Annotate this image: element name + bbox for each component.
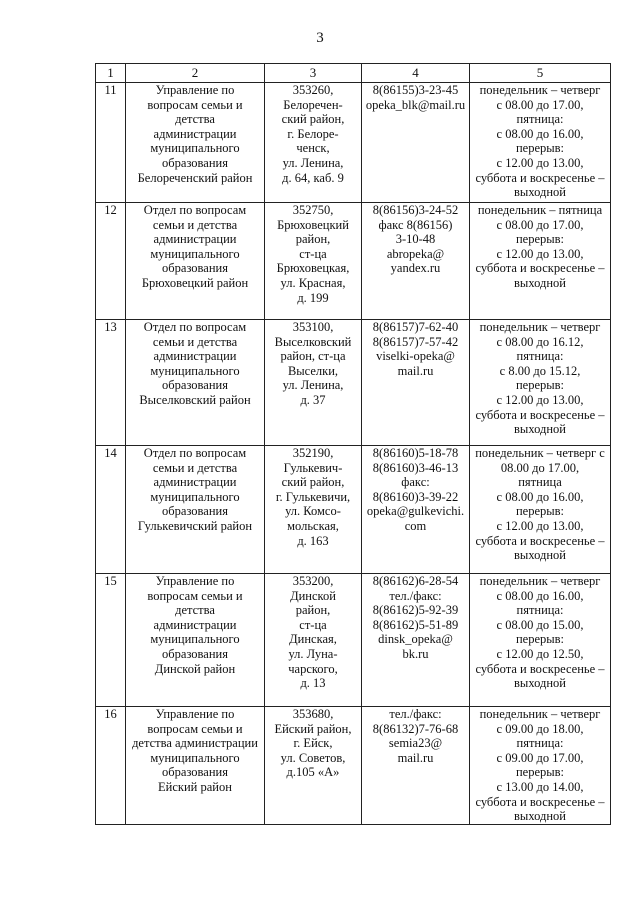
working-hours-line: с 12.00 до 13.00, xyxy=(496,246,584,261)
working-hours-line: выходной xyxy=(514,809,566,824)
address-line: Динская, xyxy=(289,632,337,647)
address-line: д. 37 xyxy=(300,392,326,407)
working-hours-line: понедельник – четверг xyxy=(479,83,601,97)
contacts-line: 3-10-48 xyxy=(395,232,436,247)
working-hours-line: понедельник – четверг xyxy=(479,707,601,721)
page-number: 3 xyxy=(316,30,324,46)
address-line: чарского, xyxy=(288,661,338,676)
address-line: 352750, xyxy=(292,203,334,217)
header-col-2: 2 xyxy=(126,64,265,83)
working-hours-line: перерыв: xyxy=(515,765,565,780)
contacts xyxy=(362,203,470,320)
working-hours-line: понедельник – четверг xyxy=(479,320,601,334)
address xyxy=(265,446,362,574)
organization-name-line: образования xyxy=(162,378,228,393)
address-line: ул. Советов, xyxy=(280,750,346,765)
working-hours-line: понедельник – четверг с xyxy=(475,446,605,460)
address-line: д. 64, каб. 9 xyxy=(282,170,344,185)
working-hours-line: с 09.00 до 17.00, xyxy=(496,750,584,765)
address-line: 353260, xyxy=(292,83,334,97)
address-line: ст-ца xyxy=(299,617,327,632)
organization-name xyxy=(126,320,265,446)
table-row xyxy=(96,83,611,203)
contacts-line: 8(86162)5-92-39 xyxy=(372,603,459,618)
contacts-line: 8(86160)3-46-13 xyxy=(372,460,459,475)
organization-name-line: детства xyxy=(175,603,215,618)
address-line: Брюховецкий xyxy=(277,217,349,232)
address-line: д. 163 xyxy=(297,533,329,548)
contacts-line: 8(86162)5-51-89 xyxy=(372,617,459,632)
contacts xyxy=(362,320,470,446)
address-line: 353100, xyxy=(292,320,334,334)
address-line: 353200, xyxy=(292,574,334,588)
address-line: г. Белоре- xyxy=(287,126,339,141)
organization-name-line: муниципального xyxy=(150,489,240,504)
row-number: 14 xyxy=(96,446,126,574)
working-hours-line: с 12.00 до 13.00, xyxy=(496,155,584,170)
working-hours-line: с 08.00 до 16.00, xyxy=(496,588,584,603)
working-hours xyxy=(470,320,611,446)
organization-name-line: вопросам семьи и xyxy=(147,588,243,603)
address-line: ул. Луна- xyxy=(288,646,338,661)
table-body xyxy=(96,64,611,825)
organization-name-line: Отдел по вопросам xyxy=(143,320,247,334)
contacts-line: mail.ru xyxy=(397,750,434,765)
contacts-line: opeka_blk@mail.ru xyxy=(365,97,466,112)
organization-name-line: детства администрации xyxy=(132,736,258,751)
address xyxy=(265,83,362,203)
organization-name-line: муниципального xyxy=(150,246,240,261)
address-line: Белоречен- xyxy=(283,97,343,112)
organization-name-line: образования xyxy=(162,504,228,519)
working-hours-line: с 8.00 до 15.12, xyxy=(499,363,581,378)
contacts xyxy=(362,446,470,574)
address-line: ченск, xyxy=(296,141,330,156)
contacts-line: 8(86156)3-24-52 xyxy=(372,203,459,217)
row-number: 12 xyxy=(96,203,126,320)
header-col-3: 3 xyxy=(265,64,362,83)
address-line: д. 13 xyxy=(300,676,326,691)
address-line: Гулькевич- xyxy=(283,460,343,475)
header-col-5: 5 xyxy=(470,64,611,83)
working-hours xyxy=(470,83,611,203)
contacts-line: yandex.ru xyxy=(390,261,441,276)
organization-name-line: администрации xyxy=(153,232,237,247)
organization-name xyxy=(126,83,265,203)
contacts-line: 8(86157)7-62-40 xyxy=(372,320,459,334)
working-hours-line: с 12.00 до 12.50, xyxy=(496,646,584,661)
working-hours-line: выходной xyxy=(514,185,566,200)
row-number: 11 xyxy=(96,83,126,203)
working-hours-line: с 08.00 до 16.00, xyxy=(496,126,584,141)
working-hours xyxy=(470,707,611,825)
address-line: д. 199 xyxy=(297,290,329,305)
table-row xyxy=(96,320,611,446)
organization-name-line: образования xyxy=(162,765,228,780)
contacts-line: opeka@gulkevichi. xyxy=(366,504,465,519)
organization-name-line: семьи и детства xyxy=(152,460,238,475)
address-line: Динской xyxy=(290,588,336,603)
contacts xyxy=(362,83,470,203)
address-line: г. Ейск, xyxy=(293,736,333,751)
working-hours-line: перерыв: xyxy=(515,141,565,156)
working-hours-line: перерыв: xyxy=(515,378,565,393)
working-hours-line: с 09.00 до 18.00, xyxy=(496,721,584,736)
organization-name-line: муниципального xyxy=(150,141,240,156)
working-hours-line: 08.00 до 17.00, xyxy=(500,460,580,475)
contacts-line: тел./факс: xyxy=(389,707,442,721)
organization-name-line: Управление по xyxy=(155,574,235,588)
working-hours-line: пятница: xyxy=(516,603,564,618)
organization-name-line: семьи и детства xyxy=(152,217,238,232)
contacts-line: 8(86157)7-57-42 xyxy=(372,334,459,349)
address-line: ул. Комсо- xyxy=(285,504,341,519)
contacts-line: bk.ru xyxy=(402,646,429,661)
table-row xyxy=(96,707,611,825)
organization-name-line: администрации xyxy=(153,349,237,364)
address xyxy=(265,574,362,707)
organization-name-line: Отдел по вопросам xyxy=(143,203,247,217)
address-line: район, ст-ца xyxy=(280,349,346,364)
working-hours-line: пятница: xyxy=(516,736,564,751)
address-line: ул. Ленина, xyxy=(282,378,344,393)
organization-name-line: Динской район xyxy=(154,661,236,676)
working-hours-line: с 12.00 до 13.00, xyxy=(496,392,584,407)
working-hours-line: понедельник – пятница xyxy=(477,203,603,217)
contacts-line: mail.ru xyxy=(397,363,434,378)
organization-name-line: Белореченский район xyxy=(137,170,253,185)
organization-name-line: Управление по xyxy=(155,83,235,97)
contacts-line: abropeka@ xyxy=(386,246,445,261)
working-hours-line: с 08.00 до 17.00, xyxy=(496,217,584,232)
working-hours xyxy=(470,203,611,320)
organization-name-line: детства xyxy=(175,112,215,127)
organization-name-line: образования xyxy=(162,261,228,276)
working-hours-line: перерыв: xyxy=(515,232,565,247)
contacts-line: факс: xyxy=(401,475,430,490)
working-hours-line: выходной xyxy=(514,676,566,691)
contacts-line: viselki-opeka@ xyxy=(376,349,455,364)
contacts-line: 8(86162)6-28-54 xyxy=(372,574,459,588)
contacts-line: 8(86132)7-76-68 xyxy=(372,721,459,736)
table-row xyxy=(96,446,611,574)
address xyxy=(265,320,362,446)
working-hours-line: суббота и воскресенье – xyxy=(475,170,605,185)
contacts-line: semia23@ xyxy=(388,736,443,751)
organization-name-line: администрации xyxy=(153,126,237,141)
address xyxy=(265,203,362,320)
organization-name-line: муниципального xyxy=(150,750,240,765)
working-hours-line: суббота и воскресенье – xyxy=(475,407,605,422)
address-line: ст-ца xyxy=(299,246,327,261)
working-hours xyxy=(470,446,611,574)
contacts-line: 8(86155)3-23-45 xyxy=(372,83,459,97)
working-hours-line: с 12.00 до 13.00, xyxy=(496,518,584,533)
address-line: Выселки, xyxy=(287,363,339,378)
header-col-4: 4 xyxy=(362,64,470,83)
address-line: Выселковский xyxy=(274,334,352,349)
working-hours-line: пятница xyxy=(518,475,562,490)
organization-name-line: Управление по xyxy=(155,707,235,721)
working-hours-line: перерыв: xyxy=(515,504,565,519)
organization-name-line: Брюховецкий район xyxy=(141,275,249,290)
working-hours-line: с 13.00 до 14.00, xyxy=(496,779,584,794)
organization-name xyxy=(126,707,265,825)
address-line: 353680, xyxy=(292,707,334,721)
organization-name-line: муниципального xyxy=(150,632,240,647)
contacts-line: dinsk_opeka@ xyxy=(378,632,453,647)
contacts xyxy=(362,707,470,825)
contacts-line: тел./факс: xyxy=(389,588,442,603)
organization-name-line: Гулькевичский район xyxy=(137,518,253,533)
organization-name-line: Ейский район xyxy=(158,779,232,794)
working-hours-line: выходной xyxy=(514,422,566,437)
organization-name-line: образования xyxy=(162,646,228,661)
row-number: 16 xyxy=(96,707,126,825)
working-hours-line: с 08.00 до 15.00, xyxy=(496,617,584,632)
working-hours-line: с 08.00 до 16.00, xyxy=(496,489,584,504)
address-line: Брюховецкая, xyxy=(276,261,350,276)
address-line: Ейский район, xyxy=(274,721,352,736)
address-line: район, xyxy=(295,232,331,247)
working-hours-line: выходной xyxy=(514,275,566,290)
contacts-line: 8(86160)3-39-22 xyxy=(372,489,459,504)
address-line: ул. Красная, xyxy=(280,275,346,290)
row-number: 13 xyxy=(96,320,126,446)
working-hours-line: суббота и воскресенье – xyxy=(475,794,605,809)
address-line: мольская, xyxy=(287,518,339,533)
working-hours-line: суббота и воскресенье – xyxy=(475,661,605,676)
departments-table xyxy=(95,63,611,825)
organization-name-line: муниципального xyxy=(150,363,240,378)
organization-name-line: Выселковский район xyxy=(139,392,251,407)
working-hours xyxy=(470,574,611,707)
organization-name xyxy=(126,203,265,320)
contacts xyxy=(362,574,470,707)
working-hours-line: пятница: xyxy=(516,112,564,127)
working-hours-line: с 08.00 до 16.12, xyxy=(496,334,584,349)
working-hours-line: понедельник – четверг xyxy=(479,574,601,588)
address-line: г. Гулькевичи, xyxy=(275,489,351,504)
working-hours-line: пятница: xyxy=(516,349,564,364)
organization-name-line: семьи и детства xyxy=(152,334,238,349)
address-line: ский район, xyxy=(281,475,345,490)
address-line: ул. Ленина, xyxy=(282,155,344,170)
address xyxy=(265,707,362,825)
address-line: район, xyxy=(295,603,331,618)
organization-name-line: Отдел по вопросам xyxy=(143,446,247,460)
organization-name xyxy=(126,574,265,707)
row-number: 15 xyxy=(96,574,126,707)
organization-name-line: образования xyxy=(162,155,228,170)
working-hours-line: суббота и воскресенье – xyxy=(475,533,605,548)
address-line: д.105 «А» xyxy=(286,765,340,780)
header-col-1: 1 xyxy=(96,64,126,83)
organization-name-line: администрации xyxy=(153,475,237,490)
organization-name-line: вопросам семьи и xyxy=(147,97,243,112)
working-hours-line: суббота и воскресенье – xyxy=(475,261,605,276)
organization-name xyxy=(126,446,265,574)
working-hours-line: перерыв: xyxy=(515,632,565,647)
contacts-line: com xyxy=(404,518,427,533)
contacts-line: факс 8(86156) xyxy=(378,217,453,232)
table-row xyxy=(96,203,611,320)
table-row xyxy=(96,574,611,707)
organization-name-line: администрации xyxy=(153,617,237,632)
address-line: 352190, xyxy=(292,446,334,460)
working-hours-line: с 08.00 до 17.00, xyxy=(496,97,584,112)
working-hours-line: выходной xyxy=(514,548,566,563)
organization-name-line: вопросам семьи и xyxy=(147,721,243,736)
table-header-row xyxy=(96,64,611,83)
address-line: ский район, xyxy=(281,112,345,127)
contacts-line: 8(86160)5-18-78 xyxy=(372,446,459,460)
